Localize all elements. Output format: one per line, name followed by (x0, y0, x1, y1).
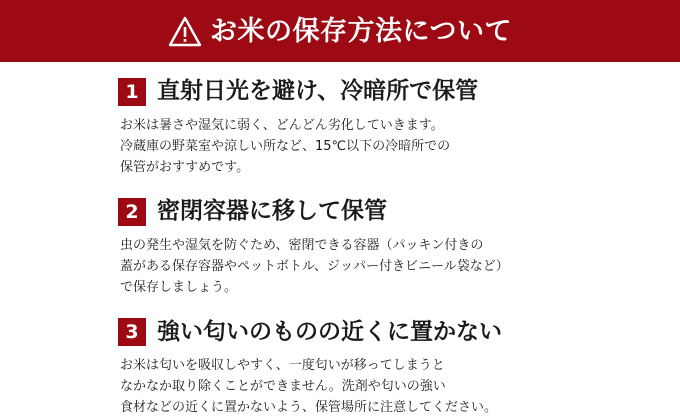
section-2-line-2: 蓋がある保存容器やペットボトル、ジッパー付きビニール袋など） (120, 259, 509, 275)
section-2-line-3: で保存しましょう。 (120, 280, 238, 296)
section-1-head (118, 78, 680, 106)
section-3-body (120, 355, 680, 418)
section-2-body (120, 235, 680, 298)
content-area (0, 62, 680, 418)
section-3-head (118, 318, 680, 346)
section-1-number: 1 (118, 78, 146, 106)
section-2-number: 2 (118, 198, 146, 226)
header-inner (168, 14, 512, 48)
section-1-title: 直射日光を避け、冷暗所で保管 (157, 78, 479, 105)
section-2 (0, 198, 680, 298)
section-1-line-1: お米は暑さや湿気に弱く、どんどん劣化していきます。 (120, 118, 444, 133)
section-3-line-2: なかなか取り除くことができません。洗剤や匂いの強い (120, 379, 446, 395)
section-3-line-3: 食材などの近くに置かないよう、保管場所に注意してください。 (120, 400, 498, 416)
section-1-line-2: 冷蔵庫の野菜室や涼しい所など、15℃以下の冷暗所での (120, 139, 451, 155)
section-3-title: 強い匂いのものの近くに置かない (157, 318, 502, 345)
warning-triangle-icon (168, 16, 202, 48)
section-2-head (118, 198, 680, 226)
section-2-line-1: 虫の発生や湿気を防ぐため、密閉できる容器（パッキン付きの (120, 238, 484, 254)
section-3-number: 3 (118, 318, 146, 346)
page-title: お米の保存方法について (210, 15, 512, 47)
section-1-line-3: 保管がおすすめです。 (120, 160, 250, 176)
section-1 (0, 78, 680, 178)
section-3 (0, 318, 680, 418)
section-2-title: 密閉容器に移して保管 (157, 198, 387, 225)
page-header (0, 0, 680, 62)
section-1-body (120, 115, 680, 178)
section-3-line-1: お米は匂いを吸収しやすく、一度匂いが移ってしまうと (120, 358, 445, 374)
